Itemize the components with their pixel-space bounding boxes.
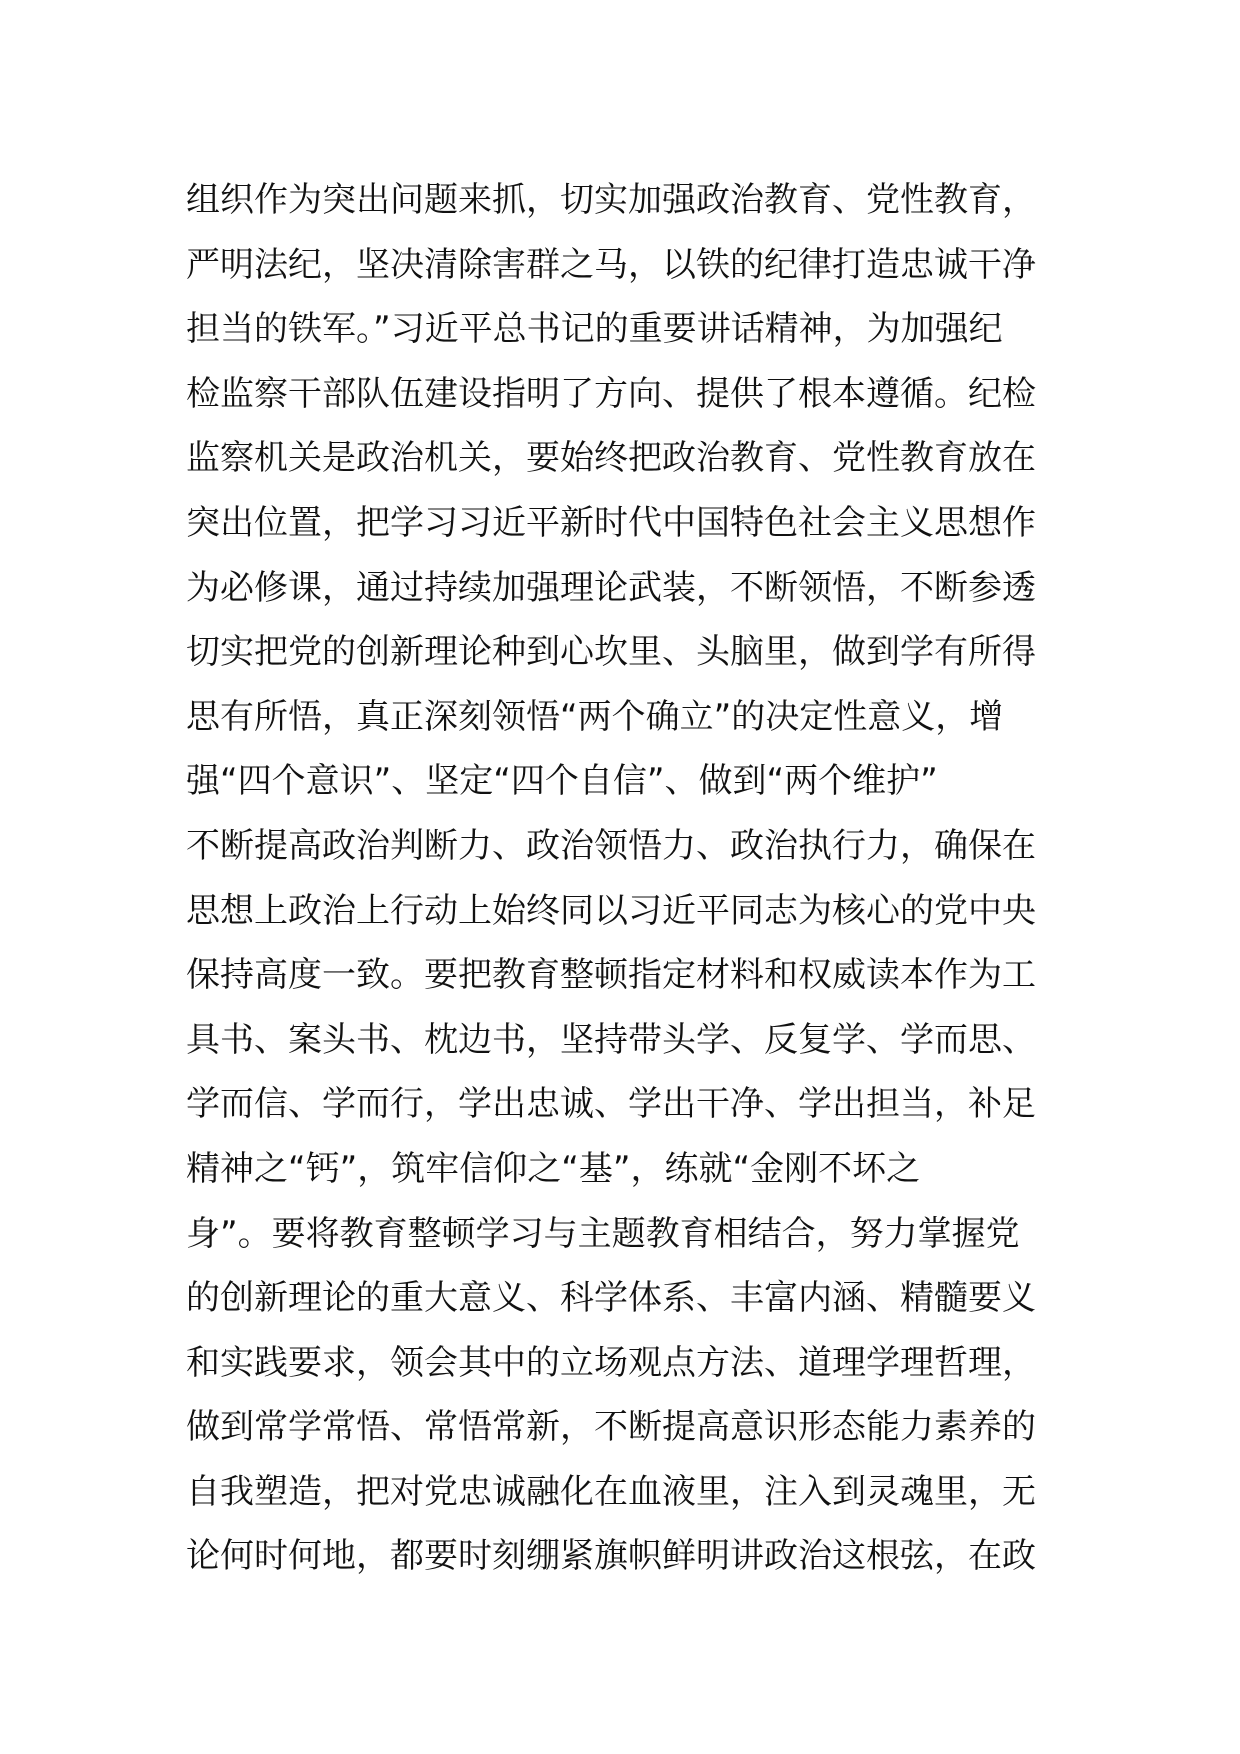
text-line: 为必修课，通过持续加强理论武装，不断领悟，不断参透 <box>186 567 1036 608</box>
text-line: 检监察干部队伍建设指明了方向、提供了根本遵循。纪检 <box>186 373 1036 414</box>
text-line: 和实践要求，领会其中的立场观点方法、道理学理哲理， <box>186 1342 1036 1383</box>
text-line: 精神之“钙”，筑牢信仰之“基”，练就“金刚不坏之 <box>186 1148 921 1189</box>
text-line: 思有所悟，真正深刻领悟“两个确立”的决定性意义，增 <box>186 696 1004 737</box>
text-line: 论何时何地，都要时刻绷紧旗帜鲜明讲政治这根弦，在政 <box>186 1536 1036 1577</box>
text-line: 学而信、学而行，学出忠诚、学出干净、学出担当，补足 <box>186 1084 1036 1125</box>
text-line: 的创新理论的重大意义、科学体系、丰富内涵、精髓要义 <box>186 1278 1036 1319</box>
text-line: 自我塑造，把对党忠诚融化在血液里，注入到灵魂里，无 <box>186 1471 1036 1512</box>
text-line: 组织作为突出问题来抓，切实加强政治教育、党性教育， <box>186 180 1036 220</box>
body-text <box>186 168 1066 1589</box>
text-line: 思想上政治上行动上始终同以习近平同志为核心的党中央 <box>186 890 1036 931</box>
text-line: 身”。要将教育整顿学习与主题教育相结合，努力掌握党 <box>186 1213 1020 1254</box>
text-line: 切实把党的创新理论种到心坎里、头脑里，做到学有所得 <box>186 632 1036 673</box>
text-line: 保持高度一致。要把教育整顿指定材料和权威读本作为工 <box>186 955 1036 996</box>
text-line: 不断提高政治判断力、政治领悟力、政治执行力，确保在 <box>186 825 1036 866</box>
text-line: 做到常学常悟、常悟常新，不断提高意识形态能力素养的 <box>186 1407 1036 1448</box>
text-line: 严明法纪，坚决清除害群之马，以铁的纪律打造忠诚干净 <box>186 244 1036 285</box>
text-line: 担当的铁军。”习近平总书记的重要讲话精神，为加强纪 <box>186 309 1003 350</box>
text-line: 强“四个意识”、坚定“四个自信”、做到“两个维护” <box>186 761 938 802</box>
text-line: 具书、案头书、枕边书，坚持带头学、反复学、学而思、 <box>186 1019 1036 1060</box>
text-line: 突出位置，把学习习近平新时代中国特色社会主义思想作 <box>186 502 1036 543</box>
text-line: 监察机关是政治机关，要始终把政治教育、党性教育放在 <box>186 438 1036 479</box>
